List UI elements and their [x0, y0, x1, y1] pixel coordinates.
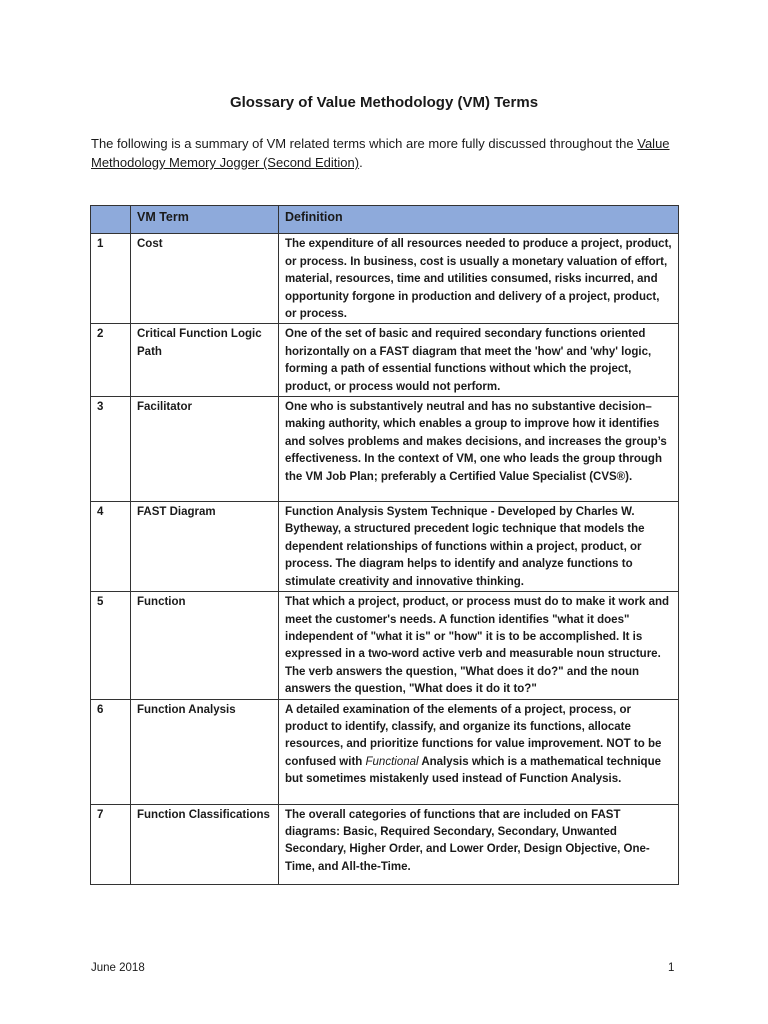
table-row [91, 234, 679, 324]
row-number: 7 [91, 804, 131, 884]
table-row [91, 804, 679, 884]
row-number: 4 [91, 502, 131, 592]
row-term: Function [131, 592, 279, 699]
row-term: Critical Function Logic Path [131, 324, 279, 397]
table-row [91, 324, 679, 397]
intro-paragraph [91, 134, 691, 172]
intro-end: . [359, 155, 363, 170]
definition-text: A detailed examination of the elements of a project, process, or product to identify, classify, and organize its functions, allocate resources, and prioritize functions for value improvement. NOT to be confused with [285, 703, 662, 768]
row-number: 6 [91, 699, 131, 804]
intro-text: The following is a summary of VM related terms which are more fully discussed throughout the [91, 136, 638, 151]
reference-link[interactable]: Value Methodology Memory Jogger (Second Edition) [91, 136, 670, 170]
row-number: 3 [91, 397, 131, 502]
row-term: Cost [131, 234, 279, 324]
glossary-table [90, 205, 679, 885]
table-header-row [91, 206, 679, 234]
row-term: Function Analysis [131, 699, 279, 804]
row-definition: The overall categories of functions that are included on FAST diagrams: Basic, Required Secondary, Secondary, Unwanted Secondary, Higher Order, and Lower Order, Design Objective, One-Time, and All-the-Time. [279, 804, 679, 884]
footer-date: June 2018 [91, 962, 145, 974]
row-number: 5 [91, 592, 131, 699]
header-vm-term: VM Term [131, 206, 279, 234]
page-title: Glossary of Value Methodology (VM) Terms [229, 94, 539, 111]
row-definition: Function Analysis System Technique - Developed by Charles W. Bytheway, a structured precedent logic technique that models the dependent relationships of functions within a project, product, or process. The diagram helps to identify and analyze functions to stimulate creativity and innovative thinking. [279, 502, 679, 592]
table-row [91, 502, 679, 592]
row-term: FAST Diagram [131, 502, 279, 592]
header-number [91, 206, 131, 234]
page-number: 1 [668, 962, 675, 974]
definition-text: Analysis which is a mathematical technique but sometimes mistakenly used instead of Function Analysis. [285, 755, 661, 786]
row-number: 1 [91, 234, 131, 324]
row-definition [279, 699, 679, 804]
row-definition: One who is substantively neutral and has no substantive decision–making authority, which enables a group to improve how it identifies and solves problems and makes decisions, and increases the group’s effectiveness. In the context of VM, one who leads the group through the VM Job Plan; preferably a Certified Value Specialist (CVS®). [279, 397, 679, 502]
row-term: Function Classifications [131, 804, 279, 884]
header-definition: Definition [279, 206, 679, 234]
definition-emphasis: Functional [365, 755, 419, 768]
row-term: Facilitator [131, 397, 279, 502]
row-definition: The expenditure of all resources needed to produce a project, product, or process. In business, cost is usually a monetary valuation of effort, material, resources, time and utilities consumed, risks incurred, and opportunity forgone in production and delivery of a project, product, or process. [279, 234, 679, 324]
row-number: 2 [91, 324, 131, 397]
row-definition: One of the set of basic and required secondary functions oriented horizontally on a FAST diagram that meet the 'how' and 'why' logic, forming a path of essential functions without which the project, product, or process would not perform. [279, 324, 679, 397]
table-row [91, 699, 679, 804]
row-definition: That which a project, product, or process must do to make it work and meet the customer's needs. A function identifies "what it does" independent of "what it is" or "how" it is to be accomplished. It is expressed in a two-word active verb and measurable noun structure. The verb answers the question, "What does it do?" and the noun answers the question, "What does it do it to?" [279, 592, 679, 699]
table-row [91, 592, 679, 699]
table-row [91, 397, 679, 502]
